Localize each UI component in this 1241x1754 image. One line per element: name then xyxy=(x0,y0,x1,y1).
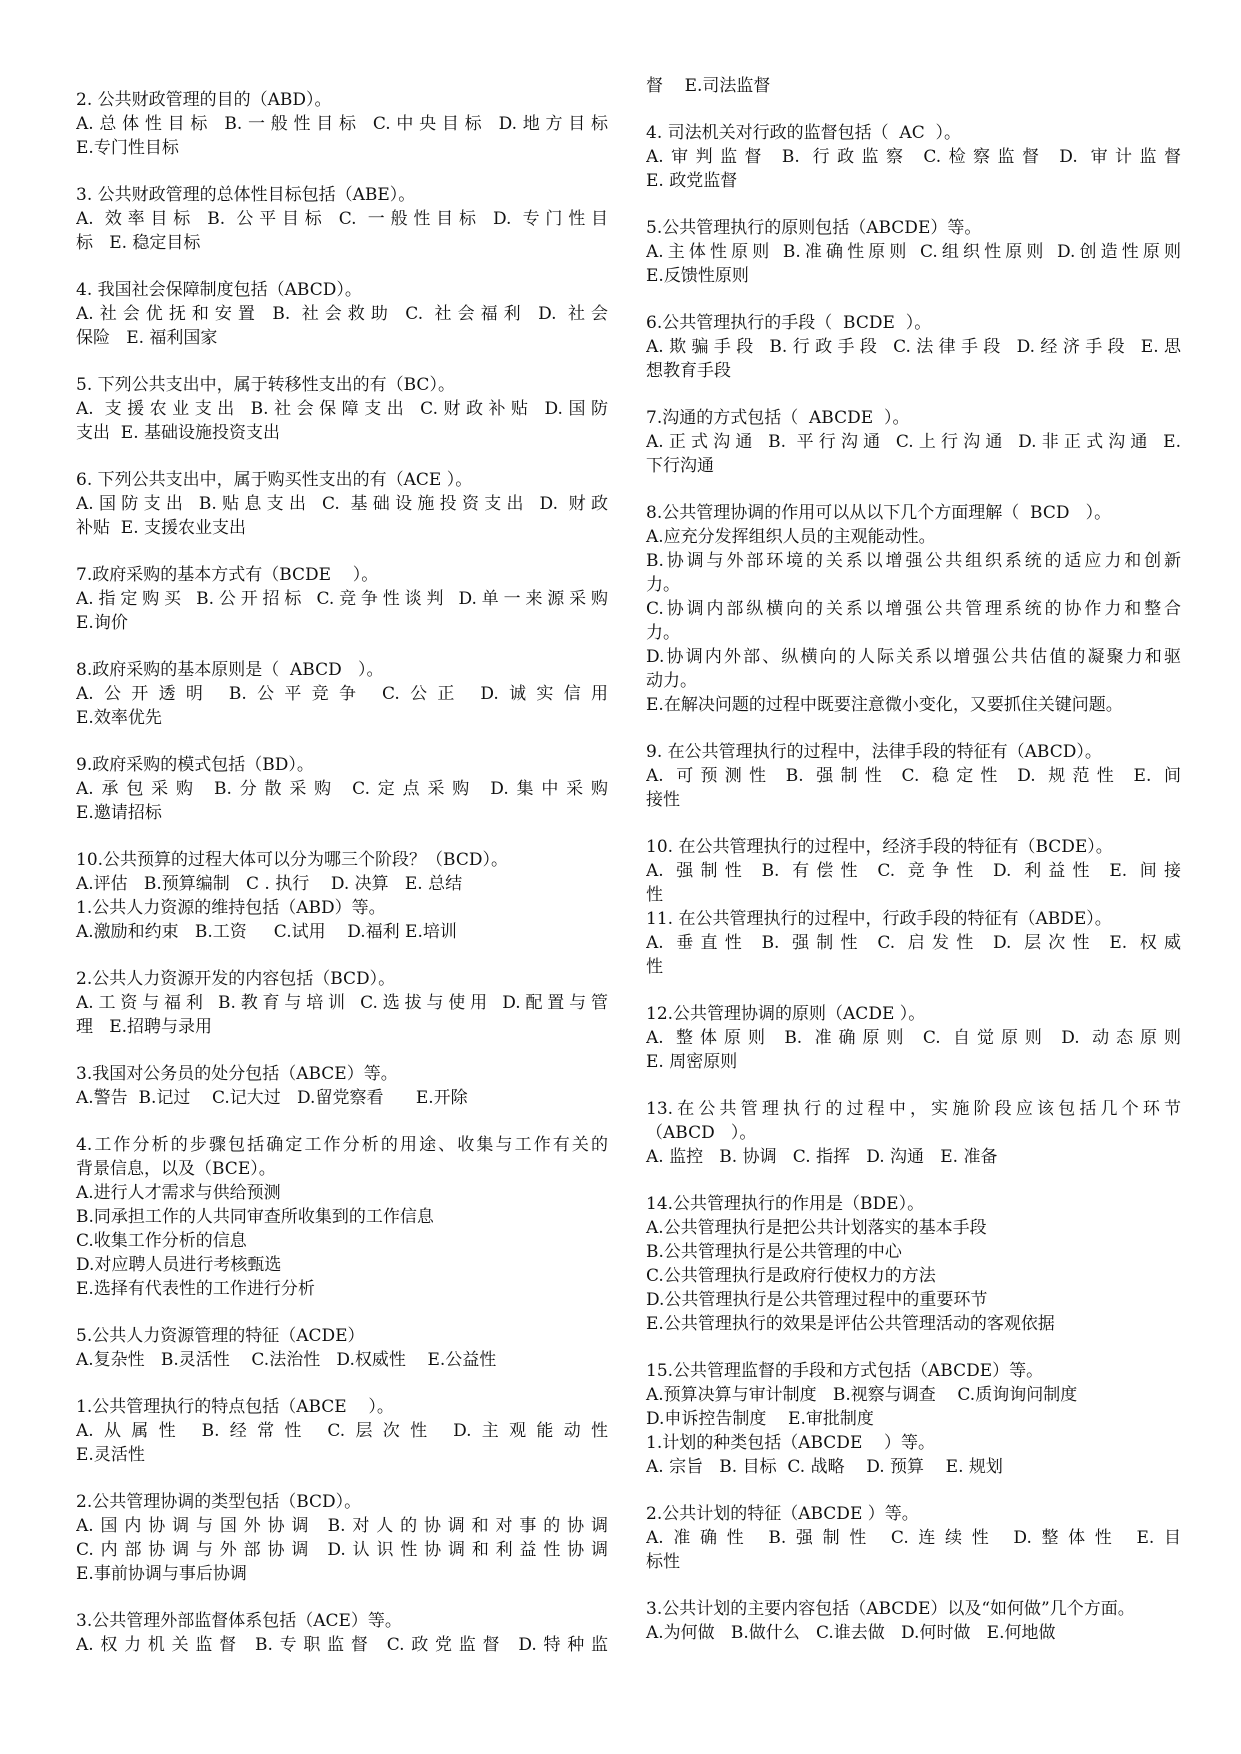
text-line: 力。 xyxy=(646,575,680,595)
text-line: E.在解决问题的过程中既要注意微小变化，又要抓住关键问题。 xyxy=(646,695,1123,715)
text-line: 6.公共管理执行的手段（ BCDE ）。 xyxy=(646,313,932,333)
text-line: E.事前协调与事后协调 xyxy=(76,1564,247,1584)
text-line: 下行沟通 xyxy=(646,456,714,476)
text-line: 4. 我国社会保障制度包括（ABCD）。 xyxy=(76,280,362,300)
text-line: 3.我国对公务员的处分包括（ABCE）等。 xyxy=(76,1064,398,1084)
text-line: 动力。 xyxy=(646,671,697,691)
text-line: 7.政府采购的基本方式有（BCDE ）。 xyxy=(76,565,379,585)
text-line: 10. 在公共管理执行的过程中，经济手段的特征有（BCDE）。 xyxy=(646,837,1113,857)
text-line: 想教育手段 xyxy=(646,361,731,381)
text-line: B.同承担工作的人共同审查所收集到的工作信息 xyxy=(76,1207,434,1227)
text-line: A.准确性 B.强制性 C.连续性 D.整体性 E.目 xyxy=(646,1528,1181,1548)
text-line: D.申诉控告制度 E.审批制度 xyxy=(646,1409,874,1429)
text-line: E. 政党监督 xyxy=(646,171,738,191)
text-line: 标 E. 稳定目标 xyxy=(76,233,201,253)
text-line: 2.公共人力资源开发的内容包括（BCD）。 xyxy=(76,969,396,989)
text-line: A.承包采购 B.分散采购 C.定点采购 D.集中采购 xyxy=(76,779,608,799)
text-line: A.工资与福利 B.教育与培训 C.选拔与使用 D.配置与管 xyxy=(76,993,608,1013)
text-line: 性 xyxy=(646,957,663,977)
text-line: 2. 公共财政管理的目的（ABD）。 xyxy=(76,90,332,110)
text-line: D.公共管理执行是公共管理过程中的重要环节 xyxy=(646,1290,988,1310)
text-line: C.内部协调与外部协调 D.认识性协调和利益性协调 xyxy=(76,1540,608,1560)
text-line: A.评估 B.预算编制 C . 执行 D. 决算 E. 总结 xyxy=(76,874,463,894)
text-line: A.欺骗手段 B.行政手段 C.法律手段 D.经济手段 E.思 xyxy=(646,337,1181,357)
text-line: 9.政府采购的模式包括（BD）。 xyxy=(76,755,314,775)
text-line: 背景信息，以及（BCE）。 xyxy=(76,1159,276,1179)
text-line: 3. 公共财政管理的总体性目标包括（ABE）。 xyxy=(76,185,416,205)
text-line: 3.公共计划的主要内容包括（ABCDE）以及“如何做”几个方面。 xyxy=(646,1599,1135,1619)
text-line: A. 可预测性 B. 强制性 C. 稳定性 D. 规范性 E. 间 xyxy=(646,766,1181,786)
text-line: 8.政府采购的基本原则是（ ABCD ）。 xyxy=(76,660,384,680)
text-line: E.专门性目标 xyxy=(76,138,179,158)
text-line: E.邀请招标 xyxy=(76,803,162,823)
text-line: A.审判监督 B. 行政监察 C.检察监督 D. 审计监督 xyxy=(646,147,1181,167)
text-line: A.社会优抚和安置 B. 社会救助 C. 社会福利 D. 社会 xyxy=(76,304,608,324)
text-line: B.公共管理执行是公共管理的中心 xyxy=(646,1242,902,1262)
text-line: 5.公共人力资源管理的特征（ACDE） xyxy=(76,1326,365,1346)
text-line: 1.公共人力资源的维持包括（ABD）等。 xyxy=(76,898,386,918)
text-line: A.警告 B.记过 C.记大过 D.留党察看 E.开除 xyxy=(76,1088,468,1108)
text-line: 10.公共预算的过程大体可以分为哪三个阶段？（BCD）。 xyxy=(76,850,508,870)
text-line: A.指定购买 B.公开招标 C.竞争性谈判 D.单一来源采购 xyxy=(76,589,608,609)
text-line: 理 E.招聘与录用 xyxy=(76,1017,213,1037)
text-line: 13.在公共管理执行的过程中，实施阶段应该包括几个环节 xyxy=(646,1099,1181,1119)
text-line: A. 宗旨 B. 目标 C. 战略 D. 预算 E. 规划 xyxy=(646,1457,1003,1477)
text-line: A.国防支出 B.贴息支出 C. 基础设施投资支出 D. 财政 xyxy=(76,494,608,514)
text-line: 力。 xyxy=(646,623,680,643)
text-line: 支出 E. 基础设施投资支出 xyxy=(76,423,281,443)
text-line: D.对应聘人员进行考核甄选 xyxy=(76,1255,282,1275)
text-line: A.总体性目标 B.一般性目标 C.中央目标 D.地方目标 xyxy=(76,114,608,134)
text-line: A.公开透明 B.公平竞争 C.公正 D.诚实信用 xyxy=(76,684,608,704)
text-line: D.协调内外部、纵横向的人际关系以增强公共估值的凝聚力和驱 xyxy=(646,647,1181,667)
text-line: A.复杂性 B.灵活性 C.法治性 D.权威性 E.公益性 xyxy=(76,1350,497,1370)
text-line: A.激励和约束 B.工资 C.试用 D.福利 E.培训 xyxy=(76,922,457,942)
text-line: 标性 xyxy=(646,1552,680,1572)
text-line: 3.公共管理外部监督体系包括（ACE）等。 xyxy=(76,1611,402,1631)
text-line: C.公共管理执行是政府行使权力的方法 xyxy=(646,1266,936,1286)
text-line: 2.公共计划的特征（ABCDE ）等。 xyxy=(646,1504,919,1524)
text-line: A.权力机关监督 B.专职监督 C.政党监督 D.特种监 xyxy=(76,1635,608,1655)
text-line: A.进行人才需求与供给预测 xyxy=(76,1183,281,1203)
text-line: 2.公共管理协调的类型包括（BCD）。 xyxy=(76,1492,362,1512)
text-line: 7.沟通的方式包括（ ABCDE ）。 xyxy=(646,408,910,428)
text-line: A.国内协调与国外协调 B.对人的协调和对事的协调 xyxy=(76,1516,608,1536)
text-line: 8.公共管理协调的作用可以从以下几个方面理解（ BCD ）。 xyxy=(646,503,1112,523)
text-line: 保险 E. 福利国家 xyxy=(76,328,218,348)
text-line: B.协调与外部环境的关系以增强公共组织系统的适应力和创新 xyxy=(646,551,1181,571)
text-line: E.反馈性原则 xyxy=(646,266,749,286)
text-line: C.收集工作分析的信息 xyxy=(76,1231,247,1251)
text-line: A.为何做 B.做什么 C.谁去做 D.何时做 E.何地做 xyxy=(646,1623,1056,1643)
text-line: 接性 xyxy=(646,790,680,810)
text-line: A.主体性原则 B.准确性原则 C.组织性原则 D.创造性原则 xyxy=(646,242,1181,262)
text-line: A. 支援农业支出 B.社会保障支出 C.财政补贴 D.国防 xyxy=(76,399,608,419)
text-line: E.灵活性 xyxy=(76,1445,145,1465)
text-line: 性 xyxy=(646,885,663,905)
text-line: E.效率优先 xyxy=(76,708,162,728)
text-line: A. 强制性 B. 有偿性 C. 竞争性 D. 利益性 E. 间接 xyxy=(646,861,1181,881)
text-line: A.应充分发挥组织人员的主观能动性。 xyxy=(646,527,936,547)
text-line: 督 E.司法监督 xyxy=(646,76,771,96)
text-line: 4.工作分析的步骤包括确定工作分析的用途、收集与工作有关的 xyxy=(76,1135,608,1155)
text-line: 11. 在公共管理执行的过程中，行政手段的特征有（ABDE）。 xyxy=(646,909,1112,929)
text-line: A.正式沟通 B. 平行沟通 C.上行沟通 D.非正式沟通 E. xyxy=(646,432,1181,452)
text-line: 5.公共管理执行的原则包括（ABCDE）等。 xyxy=(646,218,982,238)
text-line: A. 垂直性 B. 强制性 C. 启发性 D. 层次性 E. 权威 xyxy=(646,933,1181,953)
text-line: E.公共管理执行的效果是评估公共管理活动的客观依据 xyxy=(646,1314,1055,1334)
text-line: E.询价 xyxy=(76,613,128,633)
text-line: 6. 下列公共支出中，属于购买性支出的有（ACE ）。 xyxy=(76,470,473,490)
text-line: 9. 在公共管理执行的过程中，法律手段的特征有（ABCD）。 xyxy=(646,742,1102,762)
text-line: A.公共管理执行是把公共计划落实的基本手段 xyxy=(646,1218,987,1238)
text-line: A. 监控 B. 协调 C. 指挥 D. 沟通 E. 准备 xyxy=(646,1147,998,1167)
text-line: E. 周密原则 xyxy=(646,1052,738,1072)
text-line: 1.计划的种类包括（ABCDE ）等。 xyxy=(646,1433,935,1453)
text-line: C.协调内部纵横向的关系以增强公共管理系统的协作力和整合 xyxy=(646,599,1181,619)
text-line: A.从属性 B.经常性 C.层次性 D.主观能动性 xyxy=(76,1421,608,1441)
text-line: 12.公共管理协调的原则（ACDE ）。 xyxy=(646,1004,926,1024)
text-line: 补贴 E. 支援农业支出 xyxy=(76,518,247,538)
text-line: 15.公共管理监督的手段和方式包括（ABCDE）等。 xyxy=(646,1361,1044,1381)
text-line: 14.公共管理执行的作用是（BDE）。 xyxy=(646,1194,925,1214)
text-line: 1.公共管理执行的特点包括（ABCE ）。 xyxy=(76,1397,394,1417)
text-line: 4. 司法机关对行政的监督包括（ AC ）。 xyxy=(646,123,962,143)
text-line: A.预算决算与审计制度 B.视察与调查 C.质询询问制度 xyxy=(646,1385,1078,1405)
text-line: A. 整体原则 B. 准确原则 C. 自觉原则 D. 动态原则 xyxy=(646,1028,1181,1048)
text-line: A. 效率目标 B. 公平目标 C. 一般性目标 D. 专门性目 xyxy=(76,209,608,229)
text-line: 5. 下列公共支出中，属于转移性支出的有（BC）。 xyxy=(76,375,455,395)
text-line: E.选择有代表性的工作进行分析 xyxy=(76,1279,315,1299)
text-line: （ABCD ）。 xyxy=(646,1123,757,1143)
